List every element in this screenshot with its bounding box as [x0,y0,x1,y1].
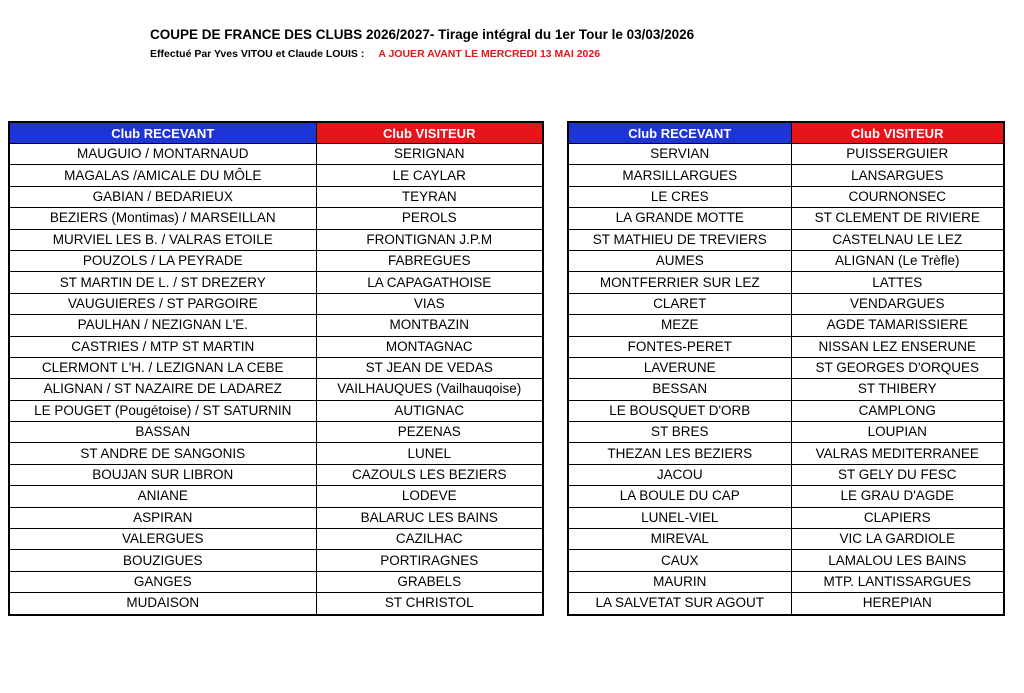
match-row [568,507,1004,528]
match-row [9,208,543,229]
home-club-cell: GANGES [9,571,316,592]
away-club-cell: ST CLEMENT DE RIVIERE [791,208,1004,229]
column-header-home: Club RECEVANT [9,122,316,144]
match-row [568,379,1004,400]
match-row [9,486,543,507]
away-club-cell: COURNONSEC [791,186,1004,207]
away-club-cell: LATTES [791,272,1004,293]
match-row [568,571,1004,592]
away-club-cell: LA CAPAGATHOISE [316,272,543,293]
home-club-cell: SERVIAN [568,144,791,165]
match-row [568,357,1004,378]
match-row [568,443,1004,464]
match-row [568,250,1004,271]
draw-table-left [8,121,544,616]
match-row [9,422,543,443]
match-row [9,443,543,464]
home-club-cell: CLARET [568,293,791,314]
column-header-away: Club VISITEUR [791,122,1004,144]
away-club-cell: VAILHAUQUES (Vailhauqoise) [316,379,543,400]
home-club-cell: LA BOULE DU CAP [568,486,791,507]
away-club-cell: PUISSERGUIER [791,144,1004,165]
home-club-cell: LE CRES [568,186,791,207]
match-row [568,486,1004,507]
home-club-cell: LA SALVETAT SUR AGOUT [568,593,791,615]
match-row [9,336,543,357]
match-row [568,208,1004,229]
home-club-cell: MONTFERRIER SUR LEZ [568,272,791,293]
away-club-cell: ALIGNAN (Le Trèfle) [791,250,1004,271]
match-row [9,464,543,485]
home-club-cell: CLERMONT L'H. / LEZIGNAN LA CEBE [9,357,316,378]
home-club-cell: LAVERUNE [568,357,791,378]
match-row [9,379,543,400]
match-row [9,293,543,314]
away-club-cell: ST GELY DU FESC [791,464,1004,485]
home-club-cell: MAURIN [568,571,791,592]
home-club-cell: JACOU [568,464,791,485]
away-club-cell: CAZILHAC [316,529,543,550]
subtitle [150,48,600,60]
away-club-cell: VIC LA GARDIOLE [791,529,1004,550]
away-club-cell: FABREGUES [316,250,543,271]
away-club-cell: LODEVE [316,486,543,507]
away-club-cell: CASTELNAU LE LEZ [791,229,1004,250]
away-club-cell: NISSAN LEZ ENSERUNE [791,336,1004,357]
home-club-cell: MURVIEL LES B. / VALRAS ETOILE [9,229,316,250]
home-club-cell: MEZE [568,315,791,336]
match-row [9,186,543,207]
away-club-cell: VALRAS MEDITERRANEE [791,443,1004,464]
home-club-cell: POUZOLS / LA PEYRADE [9,250,316,271]
away-club-cell: PEROLS [316,208,543,229]
match-row [9,144,543,165]
match-row [568,272,1004,293]
away-club-cell: MTP. LANTISSARGUES [791,571,1004,592]
away-club-cell: CAMPLONG [791,400,1004,421]
home-club-cell: MAUGUIO / MONTARNAUD [9,144,316,165]
match-row [9,165,543,186]
away-club-cell: PEZENAS [316,422,543,443]
away-club-cell: MONTBAZIN [316,315,543,336]
match-row [9,250,543,271]
home-club-cell: VALERGUES [9,529,316,550]
match-row [9,507,543,528]
home-club-cell: ALIGNAN / ST NAZAIRE DE LADAREZ [9,379,316,400]
away-club-cell: AUTIGNAC [316,400,543,421]
home-club-cell: BEZIERS (Montimas) / MARSEILLAN [9,208,316,229]
match-row [568,315,1004,336]
away-club-cell: AGDE TAMARISSIERE [791,315,1004,336]
home-club-cell: GABIAN / BEDARIEUX [9,186,316,207]
away-club-cell: ST CHRISTOL [316,593,543,615]
home-club-cell: PAULHAN / NEZIGNAN L'E. [9,315,316,336]
match-row [9,272,543,293]
match-row [568,550,1004,571]
away-club-cell: CAZOULS LES BEZIERS [316,464,543,485]
home-club-cell: CASTRIES / MTP ST MARTIN [9,336,316,357]
home-club-cell: ASPIRAN [9,507,316,528]
home-club-cell: ST ANDRE DE SANGONIS [9,443,316,464]
away-club-cell: VIAS [316,293,543,314]
away-club-cell: LE CAYLAR [316,165,543,186]
home-club-cell: CAUX [568,550,791,571]
match-row [568,165,1004,186]
home-club-cell: LUNEL-VIEL [568,507,791,528]
match-row [9,229,543,250]
home-club-cell: VAUGUIERES / ST PARGOIRE [9,293,316,314]
home-club-cell: LA GRANDE MOTTE [568,208,791,229]
away-club-cell: ST JEAN DE VEDAS [316,357,543,378]
away-club-cell: LE GRAU D'AGDE [791,486,1004,507]
organizers-text: Effectué Par Yves VITOU et Claude LOUIS : [150,48,365,60]
home-club-cell: BESSAN [568,379,791,400]
away-club-cell: LUNEL [316,443,543,464]
home-club-cell: ST BRES [568,422,791,443]
home-club-cell: MAGALAS /AMICALE DU MÔLE [9,165,316,186]
match-row [9,571,543,592]
away-club-cell: GRABELS [316,571,543,592]
home-club-cell: LE POUGET (Pougétoise) / ST SATURNIN [9,400,316,421]
away-club-cell: LANSARGUES [791,165,1004,186]
home-club-cell: BASSAN [9,422,316,443]
match-row [568,229,1004,250]
match-row [9,357,543,378]
match-row [9,529,543,550]
away-club-cell: CLAPIERS [791,507,1004,528]
match-row [568,186,1004,207]
match-row [9,593,543,615]
match-row [568,144,1004,165]
match-row [568,293,1004,314]
away-club-cell: HEREPIAN [791,593,1004,615]
home-club-cell: MUDAISON [9,593,316,615]
page-title: COUPE DE FRANCE DES CLUBS 2026/2027- Tirage intégral du 1er Tour le 03/03/2026 [150,27,695,42]
home-club-cell: AUMES [568,250,791,271]
away-club-cell: ST GEORGES D'ORQUES [791,357,1004,378]
match-row [9,315,543,336]
away-club-cell: LOUPIAN [791,422,1004,443]
away-club-cell: SERIGNAN [316,144,543,165]
home-club-cell: ST MATHIEU DE TREVIERS [568,229,791,250]
away-club-cell: FRONTIGNAN J.P.M [316,229,543,250]
home-club-cell: LE BOUSQUET D'ORB [568,400,791,421]
match-row [568,422,1004,443]
home-club-cell: FONTES-PERET [568,336,791,357]
match-row [9,550,543,571]
away-club-cell: VENDARGUES [791,293,1004,314]
match-row [568,400,1004,421]
column-header-away: Club VISITEUR [316,122,543,144]
home-club-cell: THEZAN LES BEZIERS [568,443,791,464]
match-row [568,336,1004,357]
match-row [568,593,1004,615]
home-club-cell: BOUJAN SUR LIBRON [9,464,316,485]
away-club-cell: PORTIRAGNES [316,550,543,571]
away-club-cell: TEYRAN [316,186,543,207]
deadline-text: A JOUER AVANT LE MERCREDI 13 MAI 2026 [378,48,601,60]
away-club-cell: ST THIBERY [791,379,1004,400]
home-club-cell: MIREVAL [568,529,791,550]
home-club-cell: MARSILLARGUES [568,165,791,186]
home-club-cell: BOUZIGUES [9,550,316,571]
column-header-home: Club RECEVANT [568,122,791,144]
home-club-cell: ANIANE [9,486,316,507]
away-club-cell: BALARUC LES BAINS [316,507,543,528]
draw-table-right [567,121,1005,616]
match-row [568,529,1004,550]
match-row [9,400,543,421]
away-club-cell: LAMALOU LES BAINS [791,550,1004,571]
match-row [568,464,1004,485]
home-club-cell: ST MARTIN DE L. / ST DREZERY [9,272,316,293]
away-club-cell: MONTAGNAC [316,336,543,357]
